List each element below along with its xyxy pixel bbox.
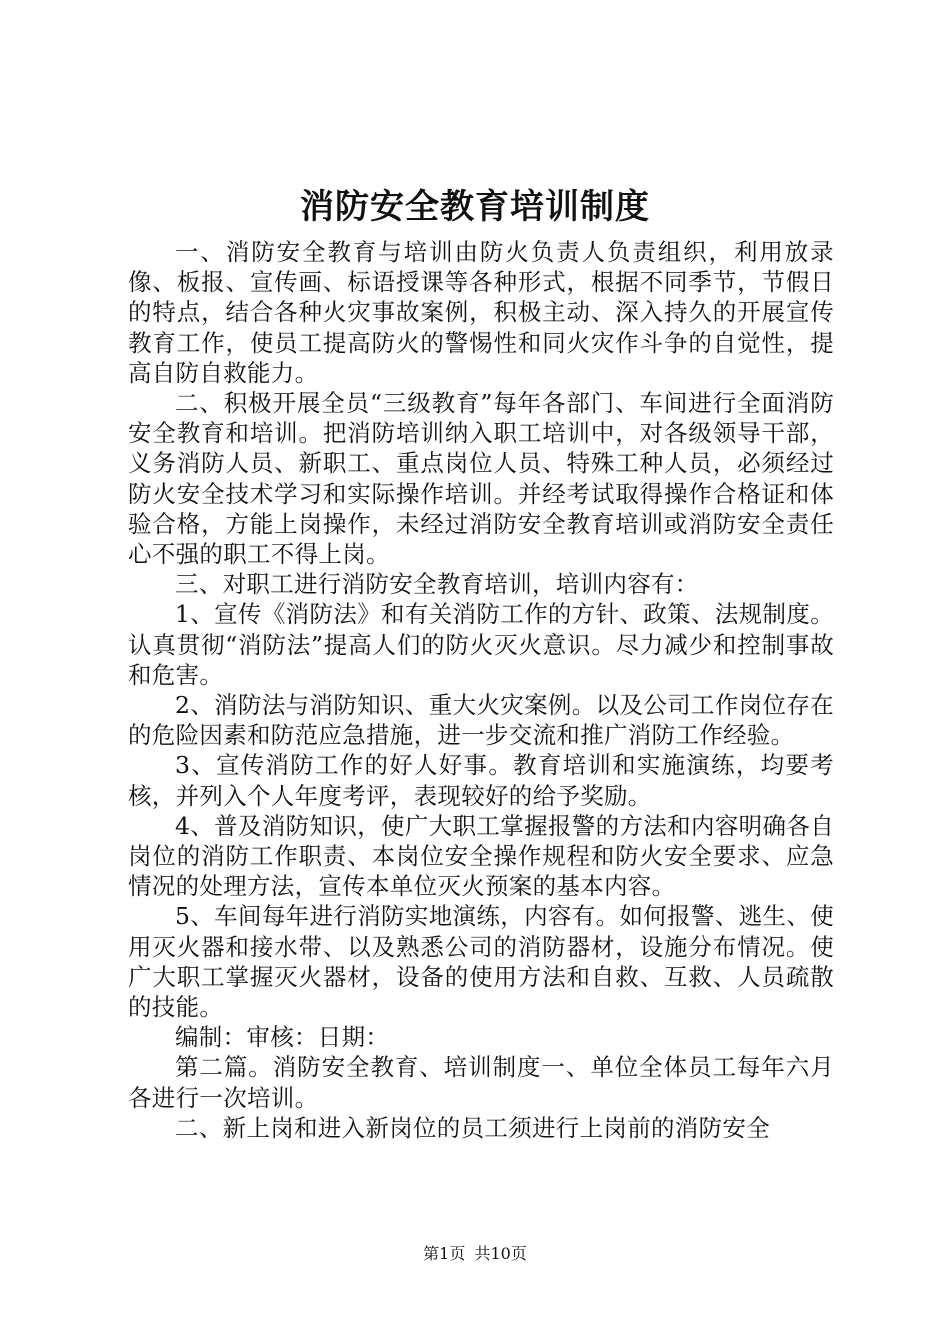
document-body bbox=[128, 237, 834, 1143]
page-number: 第1页 bbox=[423, 1244, 466, 1263]
paragraph: 5、车间每年进行消防实地演练，内容有。如何报警、逃生、使用灭火器和接水带、以及熟悉公司的消防器材，设施分布情况。使广大职工掌握灭火器材，设备的使用方法和自救、互救、人员疏散的技能。 bbox=[128, 902, 834, 1022]
document-title: 消防安全教育培训制度 bbox=[300, 187, 650, 227]
paragraph: 2、消防法与消防知识、重大火灾案例。以及公司工作岗位存在的危险因素和防范应急措施，进一步交流和推广消防工作经验。 bbox=[128, 691, 834, 750]
paragraph: 3、宣传消防工作的好人好事。教育培训和实施演练，均要考核，并列入个人年度考评，表现较好的给予奖励。 bbox=[128, 751, 834, 810]
paragraph: 三、对职工进行消防安全教育培训，培训内容有： bbox=[175, 570, 699, 599]
paragraph: 二、积极开展全员“三级教育”每年各部门、车间进行全面消防安全教育和培训。把消防培训纳入职工培训中，对各级领导干部，义务消防人员、新职工、重点岗位人员、特殊工种人员，必须经过防火安全技术学习和实际操作培训。并经考试取得操作合格证和体验合格，方能上岗操作，未经过消防安全教育培训或消防安全责任心不强的职工不得上岗。 bbox=[128, 389, 834, 569]
page-total: 共10页 bbox=[474, 1244, 527, 1263]
paragraph: 第二篇。消防安全教育、培训制度一、单位全体员工每年六月各进行一次培训。 bbox=[128, 1053, 834, 1112]
paragraph: 1、宣传《消防法》和有关消防工作的方针、政策、法规制度。认真贯彻“消防法”提高人们的防火灭火意识。尽力减少和控制事故和危害。 bbox=[128, 600, 834, 689]
paragraph: 4、普及消防知识，使广大职工掌握报警的方法和内容明确各自岗位的消防工作职责、本岗位安全操作规程和防火安全要求、应急情况的处理方法，宣传本单位灭火预案的基本内容。 bbox=[128, 811, 834, 901]
signature-line: 编制：审核：日期： bbox=[175, 1023, 390, 1052]
page-footer bbox=[0, 1244, 950, 1264]
paragraph: 二、新上岗和进入新岗位的员工须进行上岗前的消防安全 bbox=[175, 1113, 770, 1142]
paragraph: 一、消防安全教育与培训由防火负责人负责组织，利用放录像、板报、宣传画、标语授课等各种形式，根据不同季节，节假日的特点，结合各种火灾事故案例，积极主动、深入持久的开展宣传教育工作，使员工提高防火的警惕性和同火灾作斗争的自觉性，提高自防自救能力。 bbox=[128, 238, 834, 387]
